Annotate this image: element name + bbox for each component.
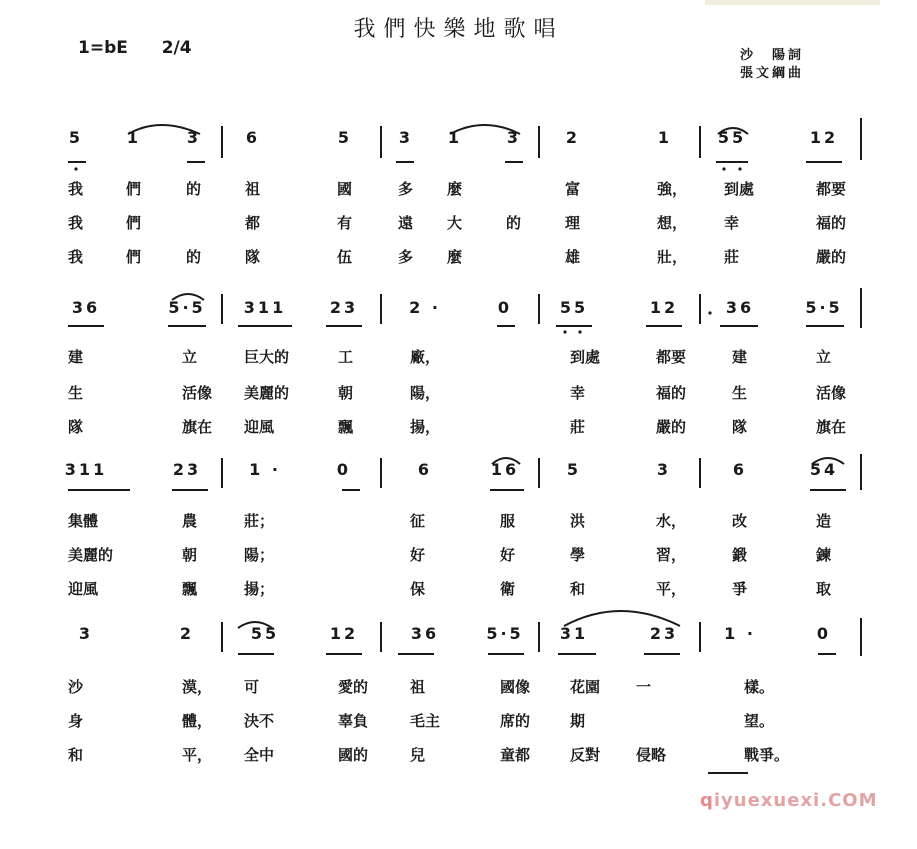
lyric-syllable: 洪	[570, 512, 586, 530]
note-beat: 311	[243, 298, 287, 317]
lyric-syllable: 愛的	[338, 678, 369, 696]
lyric-syllable: 祖	[245, 180, 261, 198]
lyric-syllable: 旗在	[816, 418, 847, 436]
lyric-syllable: 童都	[500, 746, 531, 764]
note-beat: 0	[816, 624, 832, 643]
note-beat: 12	[329, 624, 359, 643]
lyric-syllable: 隊	[732, 418, 748, 436]
lyric-syllable: 們	[126, 214, 142, 232]
lyric-syllable: 隊	[245, 248, 261, 266]
lyric-syllable: 陽；	[244, 546, 275, 564]
lyric-syllable: 平，	[656, 580, 687, 598]
lyric-syllable: 美麗的	[68, 546, 114, 564]
lyric-syllable: 立	[816, 348, 832, 366]
lyric-syllable: 花園	[570, 678, 601, 696]
lyric-syllable: 改	[732, 512, 748, 530]
note-beat: 5·5	[486, 624, 524, 643]
note-beat: 1	[447, 128, 463, 147]
lyric-syllable: 國像	[500, 678, 531, 696]
note-beat: 3	[506, 128, 522, 147]
note-beat: 3	[78, 624, 94, 643]
note-beat: 3	[656, 460, 672, 479]
lyric-syllable: 到處	[570, 348, 601, 366]
note-beat: 3	[398, 128, 414, 147]
lyric-syllable: 都要	[656, 348, 687, 366]
note-beat: 2	[565, 128, 581, 147]
note-beat: 0	[336, 460, 352, 479]
lyric-syllable: 美麗的	[244, 384, 290, 402]
lyric-syllable: 戰爭。	[744, 746, 790, 764]
lyric-syllable: 們	[126, 248, 142, 266]
lyric-syllable: 服	[500, 512, 516, 530]
lyric-syllable: 理	[565, 214, 581, 232]
lyric-syllable: 飄	[182, 580, 198, 598]
lyric-syllable: 富	[565, 180, 581, 198]
lyric-syllable: 爭	[732, 580, 748, 598]
lyric-syllable: 可	[244, 678, 260, 696]
watermark-prefix: q	[700, 790, 714, 811]
watermark	[700, 790, 878, 811]
note-beat: 12	[649, 298, 679, 317]
lyric-syllable: 我	[68, 180, 84, 198]
lyric-syllable: 們	[126, 180, 142, 198]
lyric-syllable: 決不	[244, 712, 275, 730]
lyric-syllable: 保	[410, 580, 426, 598]
lyric-syllable: 隊	[68, 418, 84, 436]
note-beat: 55	[717, 128, 747, 147]
lyric-syllable: 廠，	[410, 348, 441, 366]
lyric-syllable: 多	[398, 248, 414, 266]
note-beat: 3	[186, 128, 202, 147]
lyric-syllable: 集體	[68, 512, 99, 530]
lyric-syllable: 活像	[182, 384, 213, 402]
lyric-syllable: 迎風	[68, 580, 99, 598]
time-signature: 2/4	[161, 38, 192, 58]
note-beat: 1	[126, 128, 142, 147]
note-beat: 5·5	[805, 298, 843, 317]
lyric-syllable: 雄	[565, 248, 581, 266]
note-beat: 55	[250, 624, 280, 643]
lyric-syllable: 期	[570, 712, 586, 730]
lyric-syllable: 想，	[657, 214, 688, 232]
watermark-text: iyuexuexi.COM	[713, 790, 878, 811]
note-beat: 23	[649, 624, 679, 643]
lyric-syllable: 衛	[500, 580, 516, 598]
lyric-syllable: 幸	[570, 384, 586, 402]
note-beat: 36	[410, 624, 440, 643]
lyric-syllable: 國	[337, 180, 353, 198]
note-beat: 55	[559, 298, 589, 317]
lyric-syllable: 活像	[816, 384, 847, 402]
lyric-syllable: 揚，	[410, 418, 441, 436]
lyric-syllable: 建	[68, 348, 84, 366]
lyric-syllable: 生	[68, 384, 84, 402]
note-beat: 23	[172, 460, 202, 479]
lyric-syllable: 建	[732, 348, 748, 366]
lyric-syllable: 毛主	[410, 712, 441, 730]
lyric-syllable: 伍	[337, 248, 353, 266]
note-beat: 5	[68, 128, 84, 147]
lyric-syllable: 一	[636, 678, 652, 696]
lyric-syllable: 農	[182, 512, 198, 530]
lyric-syllable: 多	[398, 180, 414, 198]
lyric-syllable: 的	[186, 180, 202, 198]
lyric-syllable: 大	[447, 214, 463, 232]
lyric-syllable: 征	[410, 512, 426, 530]
lyric-syllable: 壯，	[657, 248, 688, 266]
lyric-syllable: 幸	[724, 214, 740, 232]
lyric-syllable: 到處	[724, 180, 755, 198]
lyricist-credit: 沙 陽詞	[740, 48, 805, 63]
lyric-syllable: 平，	[182, 746, 213, 764]
lyric-syllable: 朝	[338, 384, 354, 402]
lyric-syllable: 的	[506, 214, 522, 232]
lyric-syllable: 習，	[656, 546, 687, 564]
lyric-syllable: 立	[182, 348, 198, 366]
lyric-syllable: 水，	[656, 512, 687, 530]
lyric-syllable: 望。	[744, 712, 775, 730]
lyric-syllable: 體，	[182, 712, 213, 730]
lyric-syllable: 旗在	[182, 418, 213, 436]
lyric-syllable: 都	[245, 214, 261, 232]
note-beat: 6	[417, 460, 433, 479]
note-beat: 5	[337, 128, 353, 147]
note-beat: 6	[732, 460, 748, 479]
lyric-syllable: 鍛	[732, 546, 748, 564]
lyric-syllable: 嚴的	[656, 418, 687, 436]
composer-credit: 張文綱曲	[740, 66, 805, 81]
key-signature-text: 1=bE	[78, 38, 128, 58]
lyric-syllable: 侵略	[636, 746, 667, 764]
lyric-syllable: 造	[816, 512, 832, 530]
note-beat: 311	[64, 460, 108, 479]
lyric-syllable: 麼	[447, 180, 463, 198]
lyric-syllable: 巨大的	[244, 348, 290, 366]
lyric-syllable: 莊	[724, 248, 740, 266]
lyric-syllable: 取	[816, 580, 832, 598]
note-beat: 6	[245, 128, 261, 147]
note-beat: 1 ·	[724, 624, 756, 643]
lyric-syllable: 樣。	[744, 678, 775, 696]
lyric-syllable: 有	[337, 214, 353, 232]
note-beat: 1	[657, 128, 673, 147]
note-beat: 5·5	[168, 298, 206, 317]
note-beat: 23	[329, 298, 359, 317]
note-beat: 5	[566, 460, 582, 479]
lyric-syllable: 強，	[657, 180, 688, 198]
lyric-syllable: 和	[570, 580, 586, 598]
lyric-syllable: 好	[500, 546, 516, 564]
lyric-syllable: 我	[68, 248, 84, 266]
lyric-syllable: 好	[410, 546, 426, 564]
lyric-syllable: 漠，	[182, 678, 213, 696]
lyric-syllable: 朝	[182, 546, 198, 564]
lyric-syllable: 的	[186, 248, 202, 266]
note-beat: 54	[809, 460, 839, 479]
lyric-syllable: 沙	[68, 678, 84, 696]
note-beat: 1 ·	[249, 460, 281, 479]
lyric-syllable: 迎風	[244, 418, 275, 436]
lyric-syllable: 生	[732, 384, 748, 402]
note-beat: 16	[490, 460, 520, 479]
note-beat: 36	[71, 298, 101, 317]
lyric-syllable: 嚴的	[816, 248, 847, 266]
lyric-syllable: 反對	[570, 746, 601, 764]
lyric-syllable: 席的	[500, 712, 531, 730]
lyric-syllable: 辜負	[338, 712, 369, 730]
lyric-syllable: 飄	[338, 418, 354, 436]
lyric-syllable: 陽，	[410, 384, 441, 402]
note-beat: 36	[725, 298, 755, 317]
lyric-syllable: 揚；	[244, 580, 275, 598]
note-beat: 2	[179, 624, 195, 643]
lyric-syllable: 莊；	[244, 512, 275, 530]
lyric-syllable: 國的	[338, 746, 369, 764]
lyric-syllable: 全中	[244, 746, 275, 764]
lyric-syllable: 和	[68, 746, 84, 764]
lyric-syllable: 工	[338, 348, 354, 366]
lyric-syllable: 兒	[410, 746, 426, 764]
lyric-syllable: 身	[68, 712, 84, 730]
lyric-syllable: 福的	[656, 384, 687, 402]
note-beat: 12	[809, 128, 839, 147]
lyric-syllable: 鍊	[816, 546, 832, 564]
song-title: 我們快樂地歌唱	[353, 17, 564, 42]
lyric-syllable: 福的	[816, 214, 847, 232]
lyric-syllable: 遠	[398, 214, 414, 232]
note-beat: 0	[497, 298, 513, 317]
lyric-syllable: 麼	[447, 248, 463, 266]
lyric-syllable: 學	[570, 546, 586, 564]
lyric-syllable: 我	[68, 214, 84, 232]
lyric-syllable: 都要	[816, 180, 847, 198]
lyric-syllable: 祖	[410, 678, 426, 696]
note-beat: 31	[559, 624, 589, 643]
lyric-syllable: 莊	[570, 418, 586, 436]
note-beat: 2 ·	[409, 298, 441, 317]
